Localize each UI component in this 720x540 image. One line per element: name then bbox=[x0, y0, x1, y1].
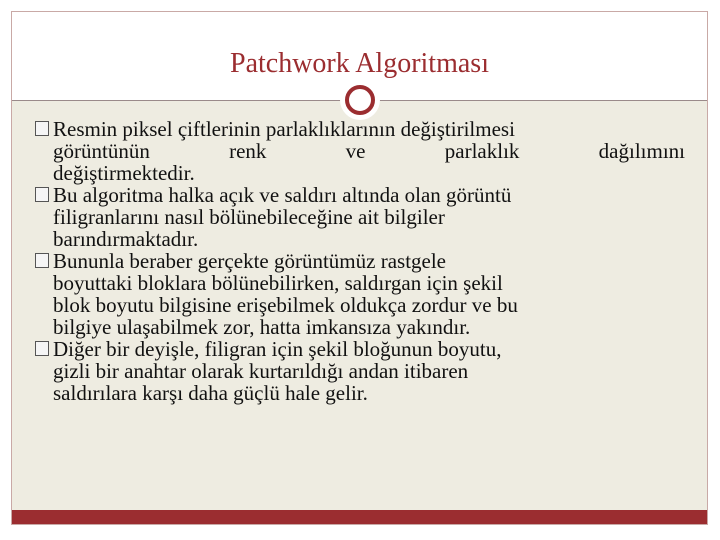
bullet-line: Bununla beraber gerçekte görüntümüz rastgele bbox=[53, 249, 447, 273]
ring-ornament-icon bbox=[340, 80, 380, 120]
bullet-line: Bu algoritma halka açık ve saldırı altında olan görüntü bbox=[53, 183, 512, 207]
bullet-item-3 bbox=[35, 250, 685, 338]
bullet-line: barındırmaktadır. bbox=[53, 227, 199, 251]
bullet-line: Resmin piksel çiftlerinin parlaklıklarının değiştirilmesi bbox=[53, 117, 515, 141]
bullet-line: gizli bir anahtar olarak kurtarıldığı andan itibaren bbox=[53, 359, 469, 383]
bullet-item-4 bbox=[35, 338, 685, 404]
bullet-line: saldırılara karşı daha güçlü hale gelir. bbox=[53, 381, 368, 405]
bullet-line: bilgiye ulaşabilmek zor, hatta imkansıza yakındır. bbox=[53, 315, 471, 339]
bullet-line: Diğer bir deyişle, filigran için şekil bloğunun boyutu, bbox=[53, 337, 502, 361]
bullet-marker-icon bbox=[35, 187, 49, 202]
bullet-marker-icon bbox=[35, 341, 49, 356]
bullet-list bbox=[35, 118, 685, 404]
bullet-marker-icon bbox=[35, 121, 49, 136]
bullet-line: değiştirmektedir. bbox=[53, 161, 195, 185]
bullet-line: blok boyutu bilgisine erişebilmek oldukça zordur ve bu bbox=[53, 293, 518, 317]
bullet-item-2 bbox=[35, 184, 685, 250]
bullet-line: filigranlarını nasıl bölünebileceğine ait bilgiler bbox=[53, 205, 445, 229]
bullet-marker-icon bbox=[35, 253, 49, 268]
bullet-line: boyuttaki bloklara bölünebilirken, saldırgan için şekil bbox=[53, 271, 503, 295]
bullet-item-1 bbox=[35, 118, 685, 184]
bullet-line: görüntünün renk ve parlaklık dağılımını bbox=[53, 139, 685, 163]
slide-title: Patchwork Algoritması bbox=[230, 48, 489, 79]
bottom-accent-bar bbox=[12, 510, 707, 524]
